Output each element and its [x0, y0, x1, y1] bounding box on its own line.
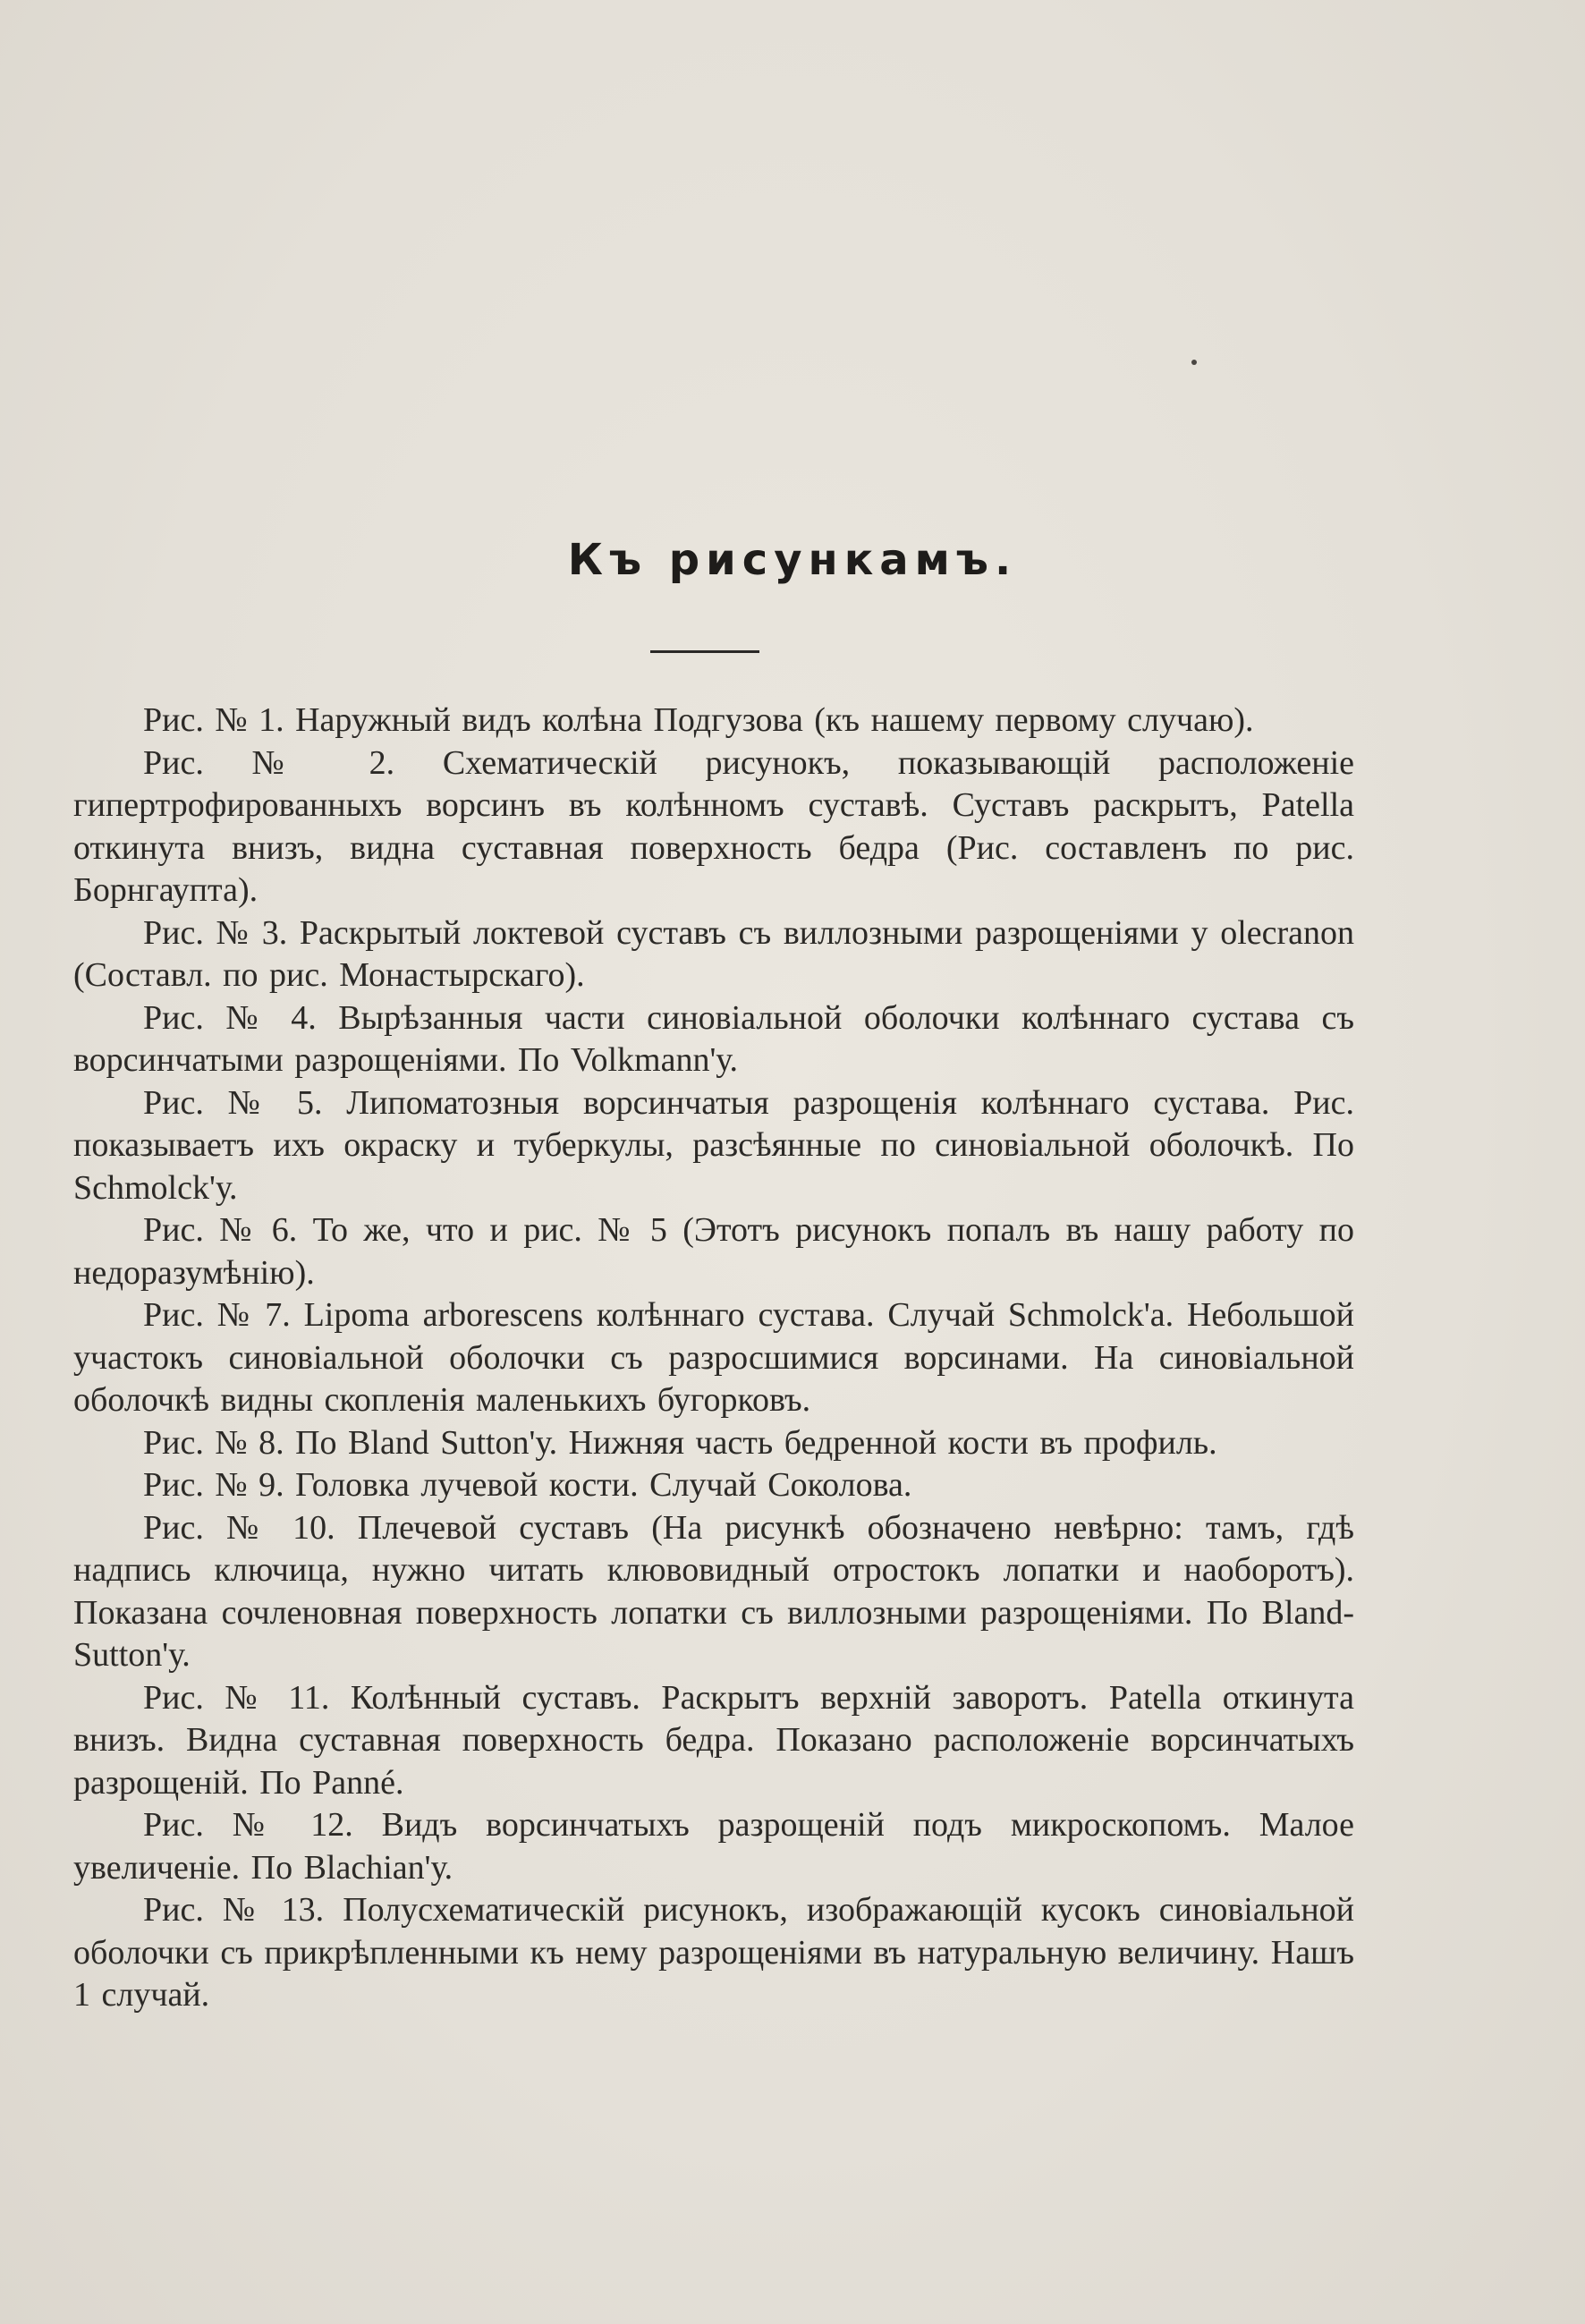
caption-fig-6: Рис. № 6. То же, что и рис. № 5 (Этотъ рисунокъ попалъ въ нашу работу по недоразумѣнію). — [73, 1211, 1354, 1292]
page-title: Къ рисункамъ. — [567, 535, 1018, 585]
caption-fig-12: Рис. № 12. Видъ ворсинчатыхъ разрощеній подъ микроскопомъ. Малое увеличеніе. По Blachian'у. — [73, 1806, 1354, 1887]
caption-fig-7: Рис. № 7. Lipoma arborescens колѣннаго сустава. Случай Schmolck'а. Небольшой участокъ синовіальной оболочки съ разросшимися ворсинами. На синовіальной оболочкѣ видны скопленія маленькихъ бугорковъ. — [73, 1296, 1354, 1419]
figure-captions — [73, 700, 1354, 2017]
caption-fig-8: Рис. № 8. По Bland Sutton'у. Нижняя часть бедренной кости въ профиль. — [143, 1423, 1217, 1462]
caption-fig-1: Рис. № 1. Наружный видъ колѣна Подгузова (къ нашему первому случаю). — [143, 701, 1254, 739]
caption-fig-5: Рис. № 5. Липоматозныя ворсинчатыя разрощенія колѣннаго сустава. Рис. показываетъ ихъ окраску и туберкулы, разсѣянные по синовіальной оболочкѣ. По Schmolck'у. — [73, 1083, 1354, 1207]
caption-fig-10: Рис. № 10. Плечевой суставъ (На рисункѣ обозначено невѣрно: тамъ, гдѣ надпись ключица, нужно читать клювовидный отростокъ лопатки и наоборотъ). Показана сочленовная поверхность лопатки съ виллозными разрощеніями. По Bland-Sutton'у. — [73, 1508, 1354, 1674]
caption-fig-3: Рис. № 3. Раскрытый локтевой суставъ съ виллозными разрощеніями у olecranon (Составл. по рис. Монастырскаго). — [73, 913, 1354, 994]
caption-fig-4: Рис. № 4. Вырѣзанныя части синовіальной оболочки колѣннаго сустава съ ворсинчатыми разрощеніями. По Volkmann'у. — [73, 998, 1354, 1079]
caption-fig-2: Рис. № 2. Схематическій рисунокъ, показывающій расположеніе гипертрофированныхъ ворсинъ въ колѣнномъ суставѣ. Суставъ раскрытъ, Patella откинута внизъ, видна суставная поверхность бедра (Рис. составленъ по рис. Борнгаупта). — [73, 743, 1354, 909]
caption-fig-13: Рис. № 13. Полусхематическій рисунокъ, изображающій кусокъ синовіальной оболочки съ прикрѣпленными къ нему разрощеніями въ натуральную величину. Нашъ 1 случай. — [73, 1891, 1354, 2014]
ink-speck — [1191, 360, 1197, 365]
caption-fig-11: Рис. № 11. Колѣнный суставъ. Раскрытъ верхній заворотъ. Patella откинута внизъ. Видна суставная поверхность бедра. Показано расположеніе ворсинчатыхъ разрощеній. По Panné. — [73, 1678, 1354, 1802]
caption-fig-9: Рис. № 9. Головка лучевой кости. Случай Соколова. — [143, 1466, 912, 1504]
title-divider — [650, 650, 759, 653]
